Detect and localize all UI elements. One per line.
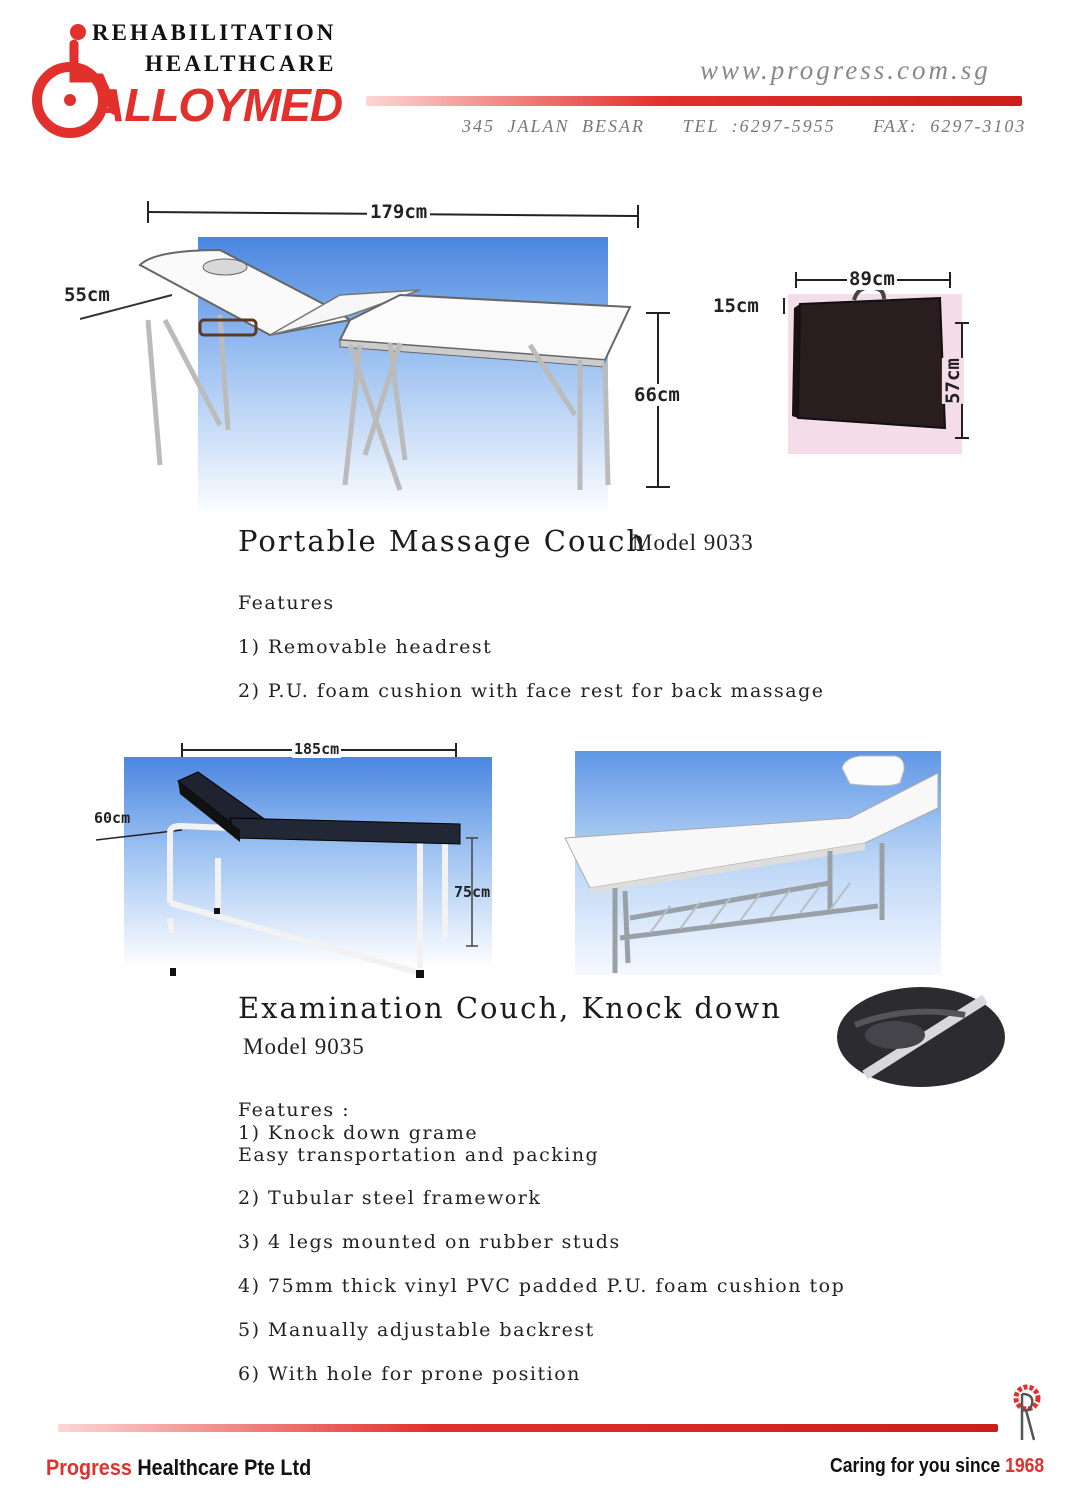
telephone: TEL :6297-5955 xyxy=(682,116,836,136)
product2-model: Model 9035 xyxy=(243,1034,365,1059)
dim-width-55: 55cm xyxy=(64,284,110,306)
product1-model: Model 9033 xyxy=(632,530,754,555)
hinge-detail-photo xyxy=(835,985,1007,1089)
header-divider xyxy=(366,96,1022,106)
contact-line xyxy=(462,116,1026,137)
tagline xyxy=(830,1455,1044,1478)
dim-height-66: 66cm xyxy=(634,384,680,406)
exam-dim-height-75: 75cm xyxy=(454,883,491,901)
company-highlight: Progress xyxy=(46,1455,132,1480)
product2-feature-1: 1) Knock down grame xyxy=(238,1122,479,1144)
product2-feature-4: 4) 75mm thick vinyl PVC padded P.U. foam cushion top xyxy=(238,1275,846,1297)
website[interactable]: www.progress.com.sg xyxy=(700,55,991,85)
product1-features-heading: Features xyxy=(238,592,335,614)
product2-feature-5: 5) Manually adjustable backrest xyxy=(238,1319,595,1341)
brand-line-1: REHABILITATION xyxy=(92,20,337,45)
brand-line-2: HEALTHCARE xyxy=(145,51,337,76)
white-couch-illustration xyxy=(560,748,950,983)
product2-title: Examination Couch, Knock down xyxy=(238,991,782,1025)
brand-name: ALLOYMED xyxy=(92,79,343,131)
product2-feature-6: 6) With hole for prone position xyxy=(238,1363,581,1385)
progress-emblem-icon xyxy=(1010,1384,1044,1444)
tagline-text: Caring for you since xyxy=(830,1455,1006,1477)
company-rest: Healthcare Pte Ltd xyxy=(131,1455,312,1480)
case-dim-depth-15: 15cm xyxy=(713,295,759,317)
exam-dim-length-185: 185cm xyxy=(294,740,340,758)
exam-dim-width-60: 60cm xyxy=(94,809,131,827)
massage-couch-illustration xyxy=(60,195,700,505)
product2-feature-3: 3) 4 legs mounted on rubber studs xyxy=(238,1231,621,1253)
product2-feature-1b: Easy transportation and packing xyxy=(238,1144,600,1166)
footer-divider xyxy=(58,1424,998,1432)
product1-title: Portable Massage Couch xyxy=(238,524,648,558)
tagline-year: 1968 xyxy=(1005,1455,1045,1477)
dim-length-179: 179cm xyxy=(367,201,430,223)
product2-feature-2: 2) Tubular steel framework xyxy=(238,1187,542,1209)
product1-feature-1: 1) Removable headrest xyxy=(238,636,493,658)
case-dim-length-89: 89cm xyxy=(849,268,895,290)
product2-features-heading: Features : xyxy=(238,1099,351,1121)
address: 345 JALAN BESAR xyxy=(462,116,645,136)
fax: FAX: 6297-3103 xyxy=(873,116,1027,136)
case-dim-height-57: 57cm xyxy=(941,358,964,404)
company-name xyxy=(46,1455,311,1481)
exam-couch-illustration xyxy=(90,738,500,983)
product1-feature-2: 2) P.U. foam cushion with face rest for back massage xyxy=(238,680,825,702)
